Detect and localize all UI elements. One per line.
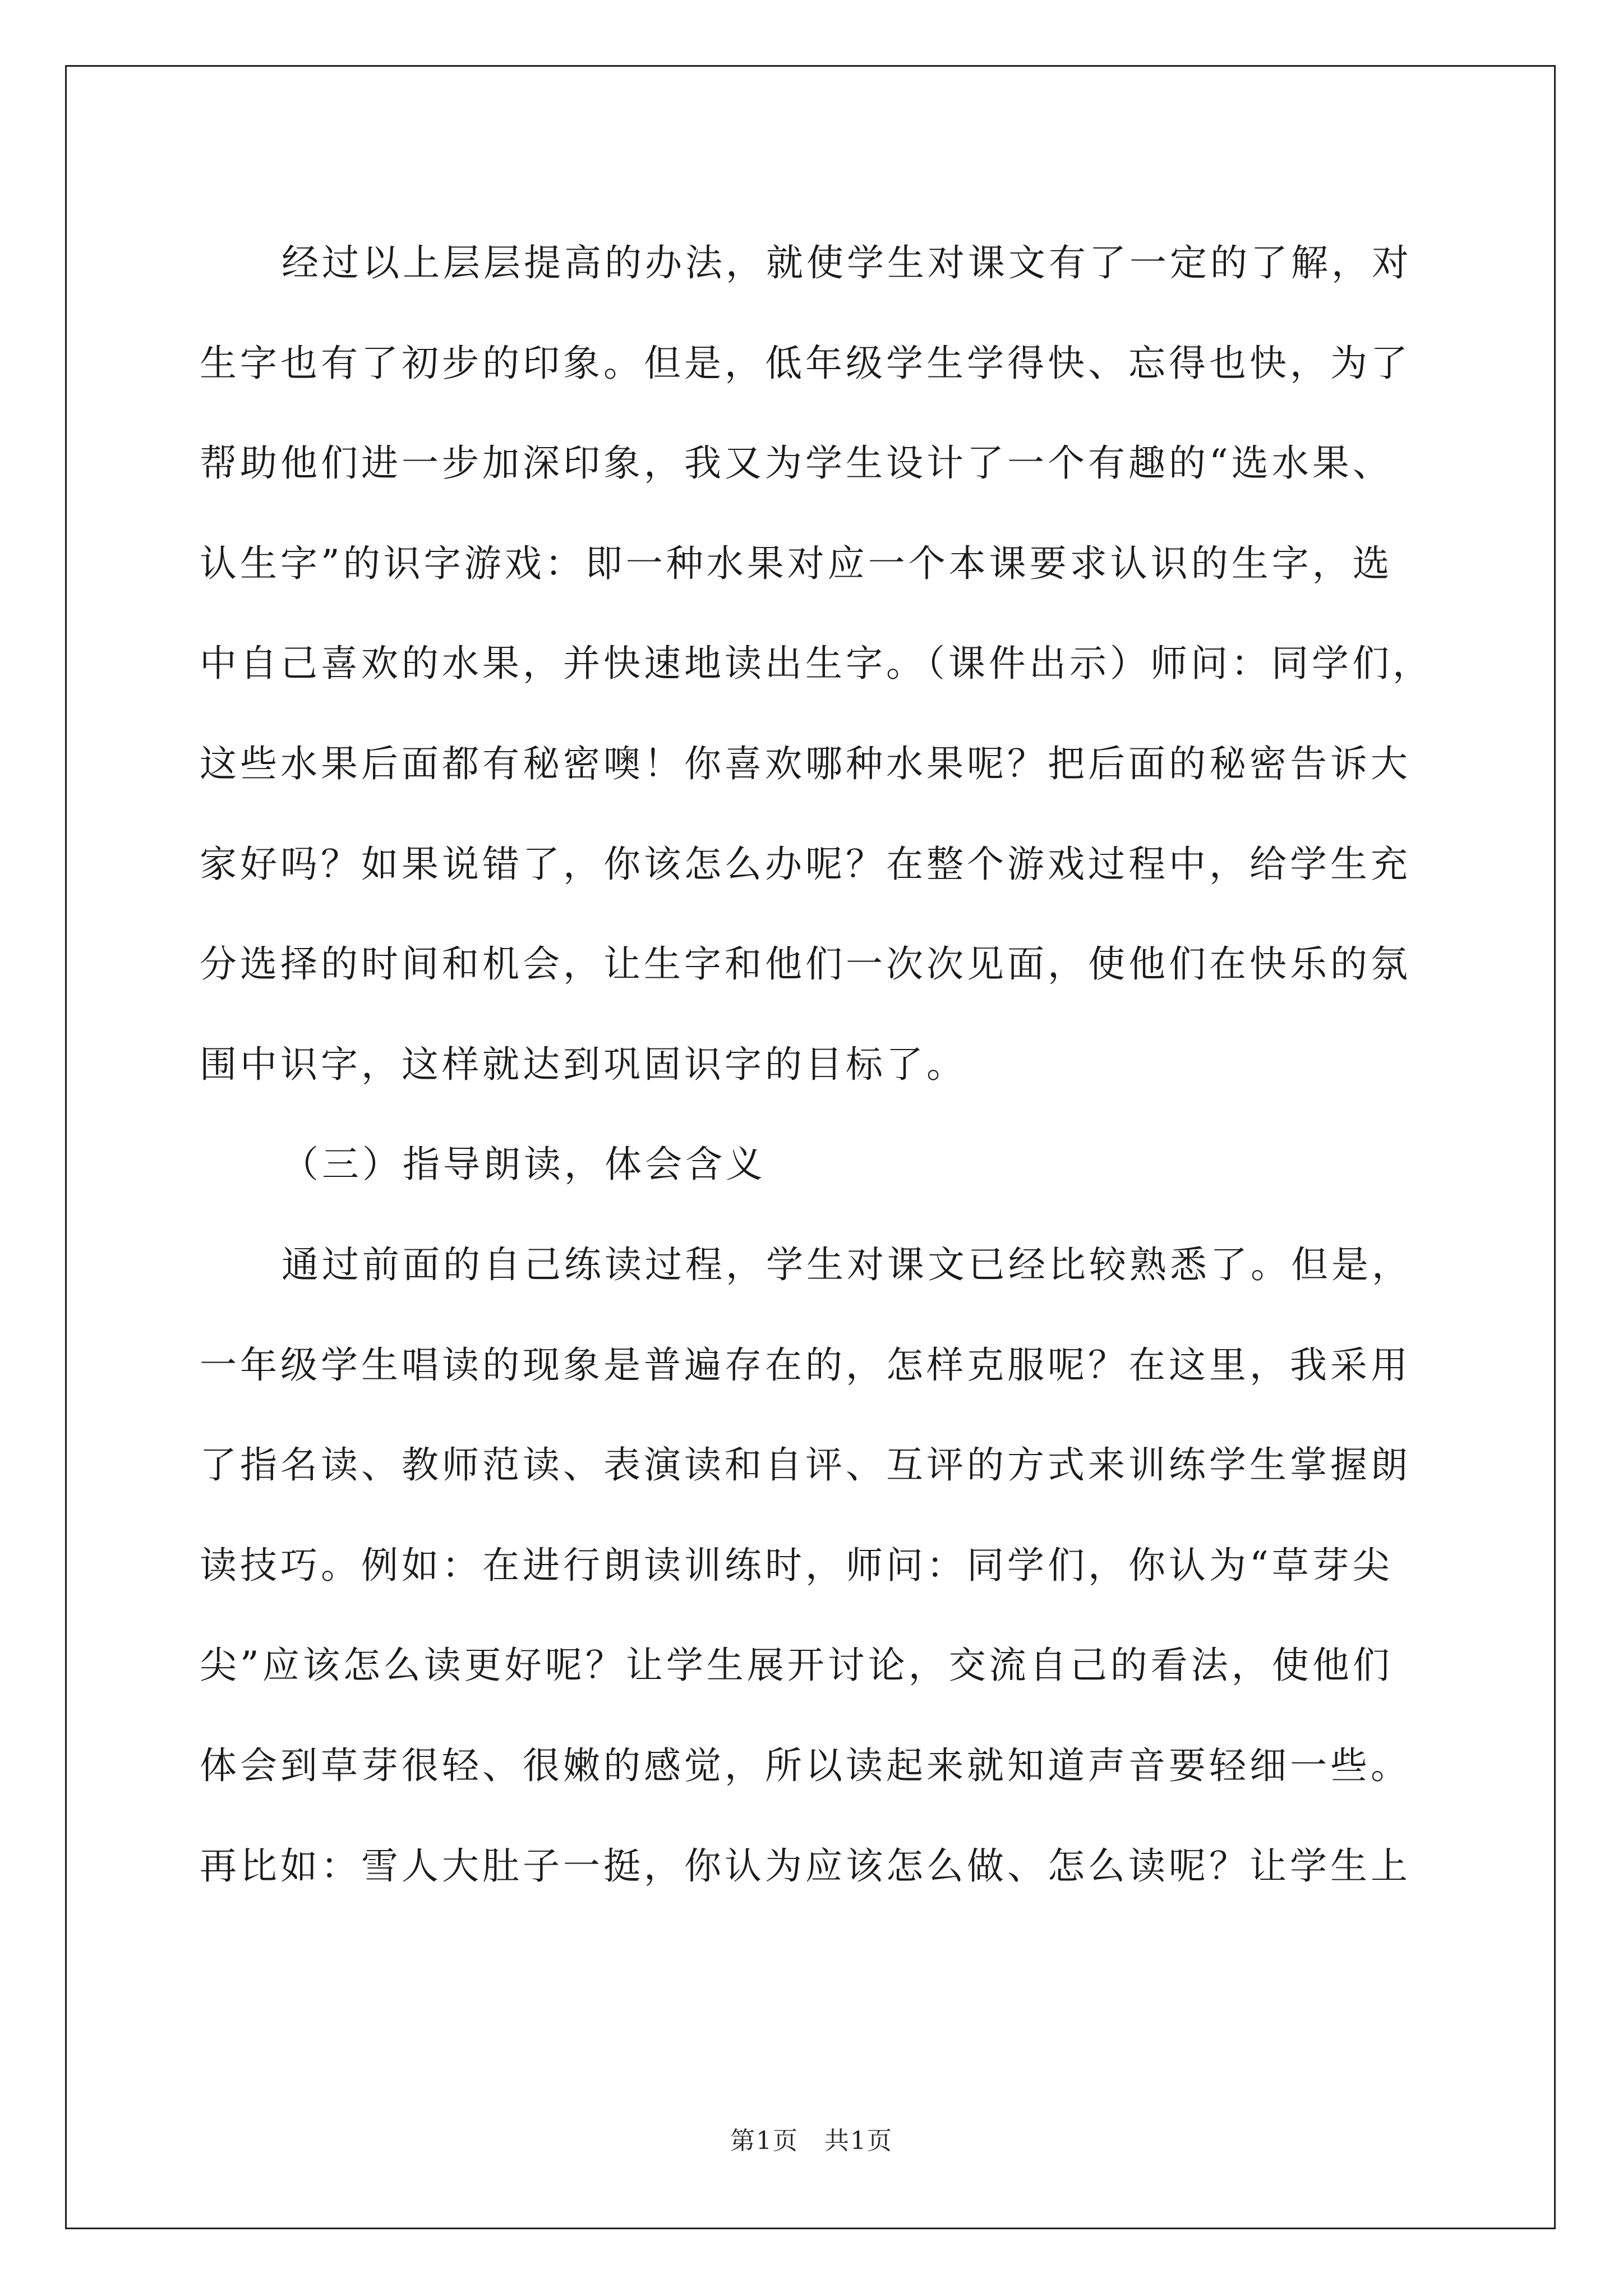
paragraph-line: 生字也有了初步的印象。但是，低年级学生学得快、忘得也快，为了 — [200, 341, 1411, 385]
paragraph-line: 中自己喜欢的水果，并快速地读出生字。（课件出示）师问：同学们， — [200, 642, 1433, 685]
paragraph-line: 体会到草芽很轻、很嫩的感觉，所以读起来就知道声音要轻细一些。 — [200, 1743, 1411, 1787]
paragraph-line: 帮助他们进一步加深印象，我又为学生设计了一个有趣的“选水果、 — [200, 441, 1393, 485]
paragraph-line: 认生字”的识字游戏：即一种水果对应一个本课要求认识的生字，选 — [200, 541, 1393, 585]
paragraph-line: 读技巧。例如：在进行朗读训练时，师问：同学们，你认为“草芽尖 — [200, 1543, 1393, 1587]
page-number-footer: 第1页 共1页 — [730, 2127, 893, 2155]
paragraph-line: 分选择的时间和机会，让生字和他们一次次见面，使他们在快乐的氛 — [200, 942, 1411, 986]
paragraph-line: 围中识字，这样就达到巩固识字的目标了。 — [200, 1042, 967, 1086]
paragraph-line: 经过以上层层提高的办法，就使学生对课文有了一定的了解，对 — [282, 241, 1412, 284]
paragraph-line: 一年级学生唱读的现象是普遍存在的，怎样克服呢？在这里，我采用 — [200, 1343, 1411, 1387]
paragraph-line: 再比如：雪人大肚子一挺，你认为应该怎么做、怎么读呢？让学生上 — [200, 1844, 1411, 1888]
section-heading: （三）指导朗读，体会含义 — [282, 1143, 766, 1186]
paragraph-line: 通过前面的自己练读过程，学生对课文已经比较熟悉了。但是， — [282, 1243, 1412, 1286]
paragraph-line: 尖”应该怎么读更好呢？让学生展开讨论，交流自己的看法，使他们 — [200, 1644, 1393, 1687]
document-body — [200, 213, 1467, 1916]
paragraph-line: 了指名读、教师范读、表演读和自评、互评的方式来训练学生掌握朗 — [200, 1443, 1411, 1487]
paragraph-line: 这些水果后面都有秘密噢！你喜欢哪种水果呢？把后面的秘密告诉大 — [200, 742, 1411, 785]
paragraph-line: 家好吗？如果说错了，你该怎么办呢？在整个游戏过程中，给学生充 — [200, 842, 1411, 886]
